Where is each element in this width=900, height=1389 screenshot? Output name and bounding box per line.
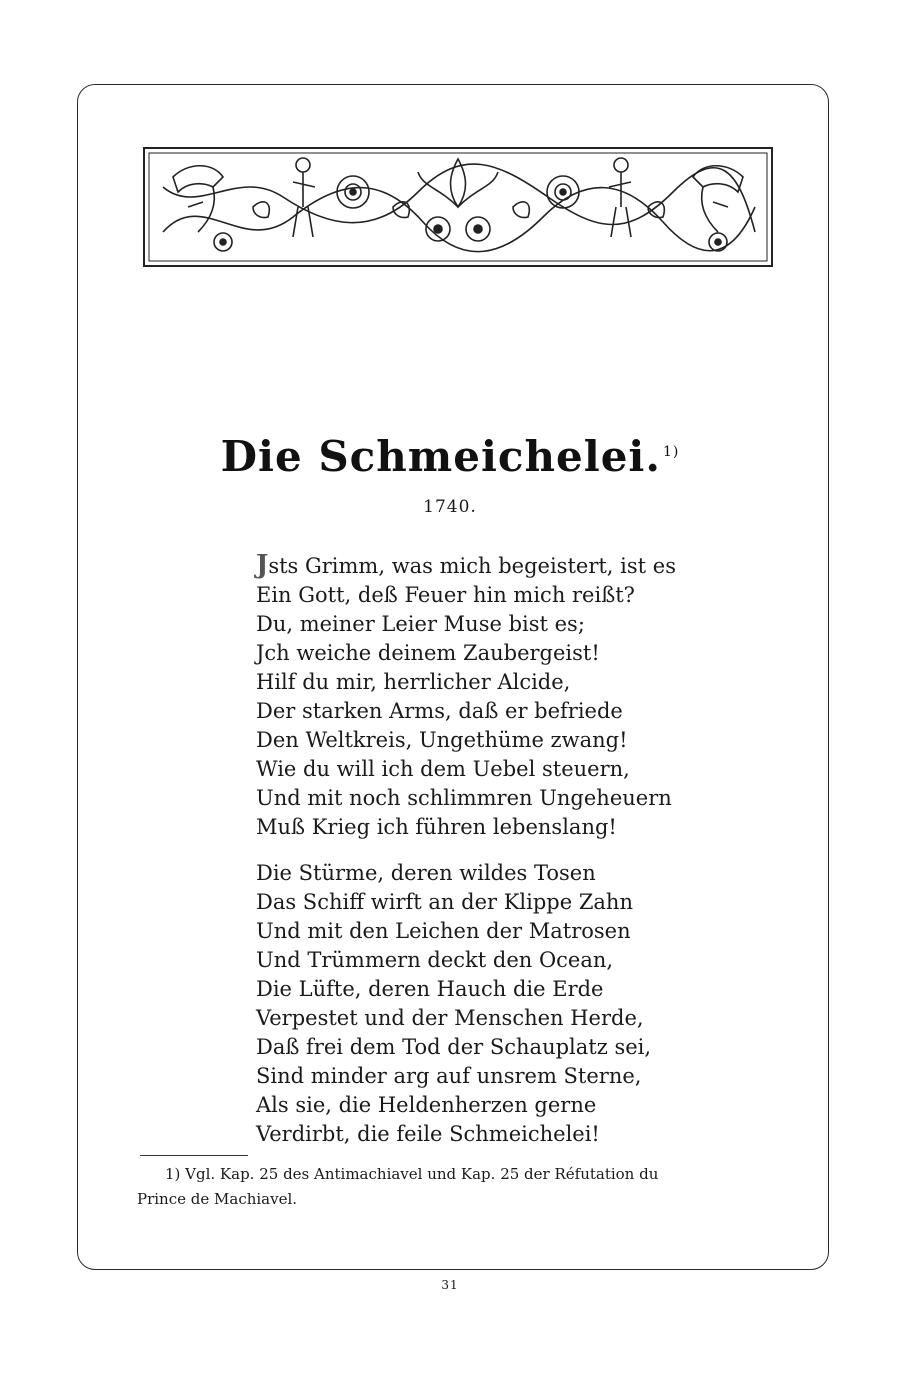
poem-title [0,432,900,481]
stanza-2 [256,859,736,1149]
verse-line: Der starken Arms, daß er befriede [256,699,623,723]
verse-line: Daß frei dem Tod der Schauplatz sei, [256,1035,652,1059]
verse-line: Und mit noch schlimmren Ungeheuern [256,786,672,810]
verse-line: Sind minder arg auf unsrem Sterne, [256,1064,642,1088]
verse-line: Muß Krieg ich führen lebenslang! [256,815,617,839]
verse-line: Die Stürme, deren wildes Tosen [256,861,596,885]
footnote-line: Prince de Machiavel. [137,1190,298,1208]
ornamental-header-vignette [143,147,773,267]
poem-title-text: Die Schmeichelei. [220,432,661,481]
footnote-separator [140,1155,248,1156]
verse-line: Und mit den Leichen der Matrosen [256,919,631,943]
verse-line: Das Schiff wirft an der Klippe Zahn [256,890,633,914]
verse-line: Den Weltkreis, Ungethüme zwang! [256,728,628,752]
verse-line: Hilf du mir, herrlicher Alcide, [256,670,571,694]
verse-line: Verpestet und der Menschen Herde, [256,1006,644,1030]
footnote-line: 1) Vgl. Kap. 25 des Antimachiavel und Kap. 25 der Réfutation du [165,1165,659,1183]
verse-line: Die Lüfte, deren Hauch die Erde [256,977,604,1001]
stanza-1 [256,551,736,842]
poem-year: 1740. [423,497,477,517]
footnote [137,1162,777,1212]
page-number: 31 [441,1278,459,1292]
verse-line: Du, meiner Leier Muse bist es; [256,612,585,636]
verse-line: Wie du will ich dem Uebel steuern, [256,757,630,781]
first-line-text: sts Grimm, was mich begeistert, ist es [268,554,676,578]
title-footnote-marker: 1) [663,444,680,460]
verse-line [256,551,736,581]
verse-line: Verdirbt, die feile Schmeichelei! [256,1122,600,1146]
verse-line: Und Trümmern deckt den Ocean, [256,948,614,972]
drop-capital: J [256,550,269,580]
verse-line: Als sie, die Heldenherzen gerne [256,1093,597,1117]
verse-line: Jch weiche deinem Zaubergeist! [256,641,600,665]
verse-line: Ein Gott, deß Feuer hin mich reißt? [256,583,635,607]
